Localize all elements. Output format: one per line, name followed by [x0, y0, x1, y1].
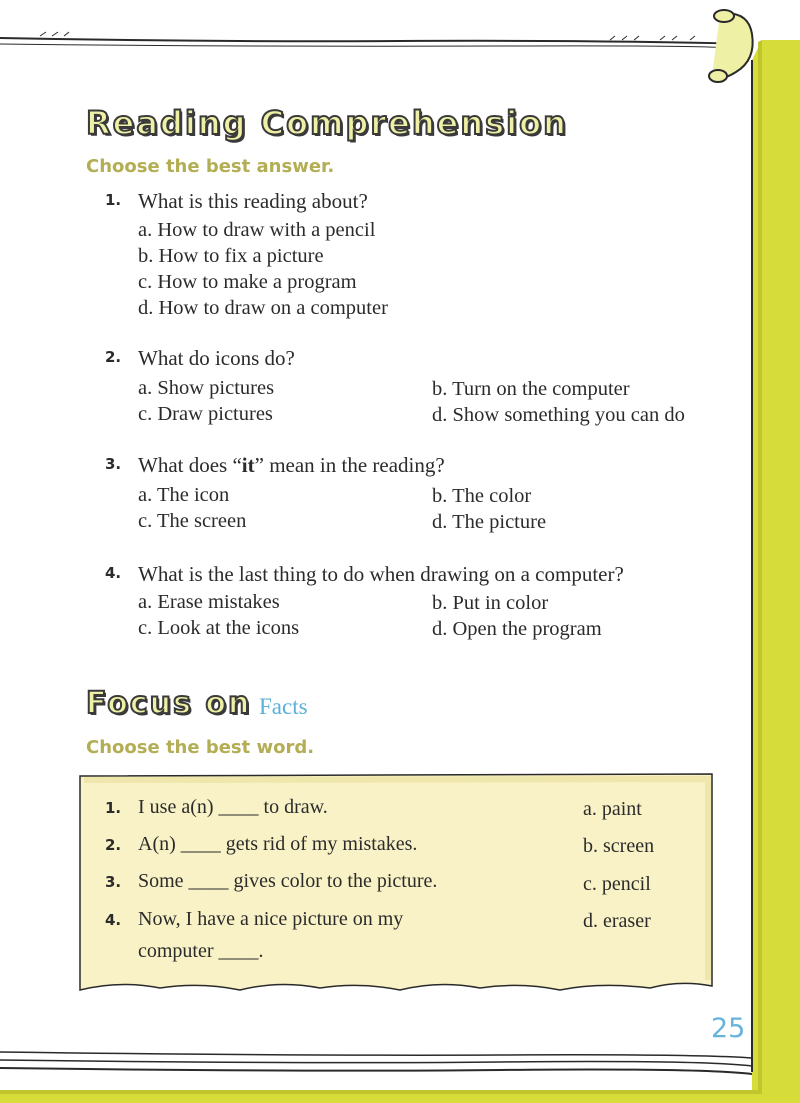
- question-text: What do icons do?: [138, 346, 295, 370]
- fact-sentence-4-cont: computer ____.: [138, 940, 264, 962]
- option-3b[interactable]: b. The color: [432, 485, 532, 507]
- question-2: [105, 346, 745, 426]
- word-choice-c[interactable]: c. pencil: [583, 873, 651, 895]
- option-1a[interactable]: a. How to draw with a pencil: [138, 219, 376, 241]
- reading-instruction: Choose the best answer.: [86, 156, 335, 177]
- option-3c[interactable]: c. The screen: [138, 510, 247, 532]
- focus-subtitle: Facts: [259, 694, 308, 719]
- focus-on-title: Focus on: [86, 686, 252, 721]
- option-1c[interactable]: c. How to make a program: [138, 271, 357, 293]
- option-4d[interactable]: d. Open the program: [432, 618, 602, 640]
- option-4a[interactable]: a. Erase mistakes: [138, 591, 280, 613]
- word-choice-b[interactable]: b. screen: [583, 835, 655, 857]
- focus-instruction: Choose the best word.: [86, 737, 315, 758]
- question-number: 2.: [105, 348, 122, 366]
- question-1: [105, 189, 745, 319]
- word-choice-d[interactable]: d. eraser: [583, 910, 651, 932]
- question-number: 4.: [105, 564, 122, 582]
- option-3d[interactable]: d. The picture: [432, 511, 547, 533]
- option-2c[interactable]: c. Draw pictures: [138, 403, 273, 425]
- reading-comprehension-title: Reading Comprehension: [86, 104, 568, 142]
- binder-hook-icon: [709, 10, 753, 82]
- question-text: What is this reading about?: [138, 189, 368, 213]
- word-choice-a[interactable]: a. paint: [583, 798, 642, 820]
- question-text: What does “it” mean in the reading?: [138, 453, 445, 477]
- option-2a[interactable]: a. Show pictures: [138, 377, 275, 399]
- question-text: What is the last thing to do when drawing on a computer?: [138, 562, 624, 586]
- option-4b[interactable]: b. Put in color: [432, 592, 549, 614]
- option-4c[interactable]: c. Look at the icons: [138, 617, 300, 639]
- question-4: [105, 562, 745, 640]
- question-number: 3.: [105, 455, 122, 473]
- option-2d[interactable]: d. Show something you can do: [432, 404, 685, 426]
- page-number: 25: [711, 1013, 746, 1044]
- question-3: [105, 453, 745, 533]
- option-3a[interactable]: a. The icon: [138, 484, 230, 506]
- option-1d[interactable]: d. How to draw on a computer: [138, 297, 388, 319]
- option-2b[interactable]: b. Turn on the computer: [432, 378, 630, 400]
- option-1b[interactable]: b. How to fix a picture: [138, 245, 324, 267]
- question-number: 1.: [105, 191, 122, 209]
